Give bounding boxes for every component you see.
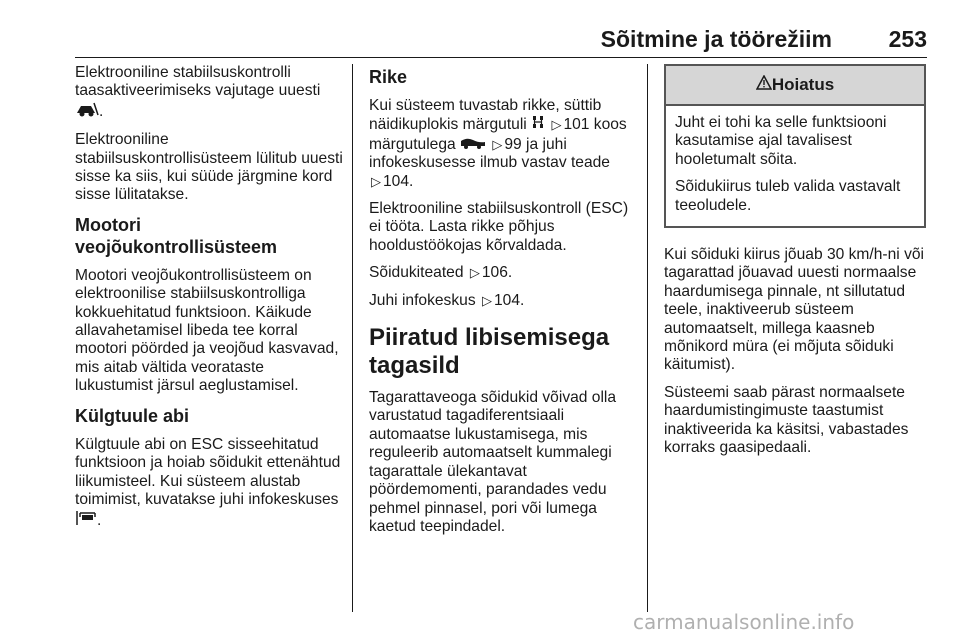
page-header [75, 22, 927, 52]
esc-off-icon [75, 101, 99, 122]
traction-warning-icon [460, 135, 486, 154]
paragraph-text: 106. [481, 264, 513, 282]
warning-text: Juht ei tohi ka selle funktsiooni kasutamise ajal tavalisest hooletumalt sõita. [675, 114, 887, 168]
reference-arrow-icon: ▷ [492, 136, 503, 152]
paragraph [369, 292, 639, 310]
warning-body [666, 106, 924, 226]
punctuation: . [99, 102, 104, 120]
reference-arrow-icon: ▷ [551, 117, 562, 133]
page-number: 253 [888, 26, 927, 52]
section-heading: Mootori veojõukontrollisüsteem [75, 214, 278, 257]
section-heading: Külgtuule abi [75, 405, 189, 426]
warning-triangle-icon [756, 75, 772, 94]
paragraph [369, 264, 639, 282]
paragraph-text: Juhi infokeskus [369, 291, 476, 309]
differential-lock-icon [531, 115, 545, 134]
paragraph: Kui sõiduki kiirus jõuab 30 km/h-ni või tagarattad jõuavad uuesti normaalse haardumisega pinnale, nt sillutatud teele, inaktiveerub süsteem automaatselt, millega kaasneb mõnikord müra (ei mõjuta sõiduki käitumist). [664, 246, 925, 374]
warning-text: Sõidukiirus tuleb valida vastavalt teeoludele. [675, 178, 901, 214]
column-divider-2 [647, 64, 648, 612]
header-rule [75, 57, 927, 58]
paragraph: Tagarattaveoga sõidukid võivad olla varustatud tagadiferentsiaali automaatse lukustamisega, mis reguleerib automaatselt kummalegi tagarattale ülekantavat pöördemomenti, parandades vedu pehmel pinnasel, pori või lumega kaetud teepindadel. [369, 389, 617, 535]
warning-header [666, 66, 924, 106]
section-heading: Rike [369, 67, 408, 87]
paragraph [75, 436, 343, 533]
reference-arrow-icon: ▷ [481, 292, 492, 308]
paragraph-text: 101 koos märgutulega [369, 116, 627, 153]
paragraph [369, 97, 639, 191]
column-right [664, 64, 926, 467]
paragraph: Süsteemi saab pärast normaalsete haardumistingimuste taastumist inaktiveerida ka käsitsi, vabastades korraks gaasipedaali. [664, 383, 909, 457]
column-middle [369, 64, 639, 545]
paragraph-text: 99 ja juhi infokeskusesse ilmub vastav teade [369, 135, 610, 172]
paragraph [75, 64, 343, 122]
paragraph: Elektrooniline stabiilsuskontrollisüsteem lülitub uuesti sisse ka siis, kui süüde järgmine kord sisse lülitatakse. [75, 131, 343, 204]
paragraph-text: Kui süsteem tuvastab rikke, süttib näidikuplokis märgutuli [369, 97, 602, 134]
paragraph-text: Elektrooniline stabiilsuskontrolli taasaktiveerimiseks vajutage uuesti [75, 64, 321, 100]
column-left [75, 64, 343, 542]
column-divider-1 [352, 64, 353, 612]
paragraph-text: 104. [493, 291, 525, 309]
warning-box [664, 64, 926, 228]
warning-title: Hoiatus [771, 74, 835, 94]
reference-arrow-icon: ▷ [469, 265, 480, 281]
watermark: carmanualsonline.info [633, 610, 855, 634]
crosswind-assist-icon [75, 509, 97, 532]
paragraph: Mootori veojõukontrollisüsteem on elektroonilise stabiilsuskontrolliga kokkuehitatud funktsioon. Käikude allavahetamisel libeda tee korral mootori pöörded ja veojõud kasvavad, mis aitab vältida veorataste lukustumist järsul aeglustamisel. [75, 266, 339, 395]
paragraph-text: Külgtuule abi on ESC sisseehitatud funktsioon ja hoiab sõidukit ettenähtud liikumisteel. Kui süsteem alustab toimimist, kuvatakse juhi infokeskuses [75, 435, 341, 508]
section-heading: Piiratud libisemisega tagasild [369, 324, 610, 380]
paragraph-text: Sõidukiteated [369, 264, 464, 282]
section-title: Sõitmine ja töörežiim [600, 26, 832, 52]
paragraph: Elektrooniline stabiilsuskontroll (ESC) ei tööta. Lasta rikke põhjus hooldustöökojas kõrvaldada. [369, 200, 629, 254]
punctuation: . [97, 512, 102, 530]
reference-arrow-icon: ▷ [371, 173, 381, 189]
paragraph-text: 104. [383, 172, 414, 190]
